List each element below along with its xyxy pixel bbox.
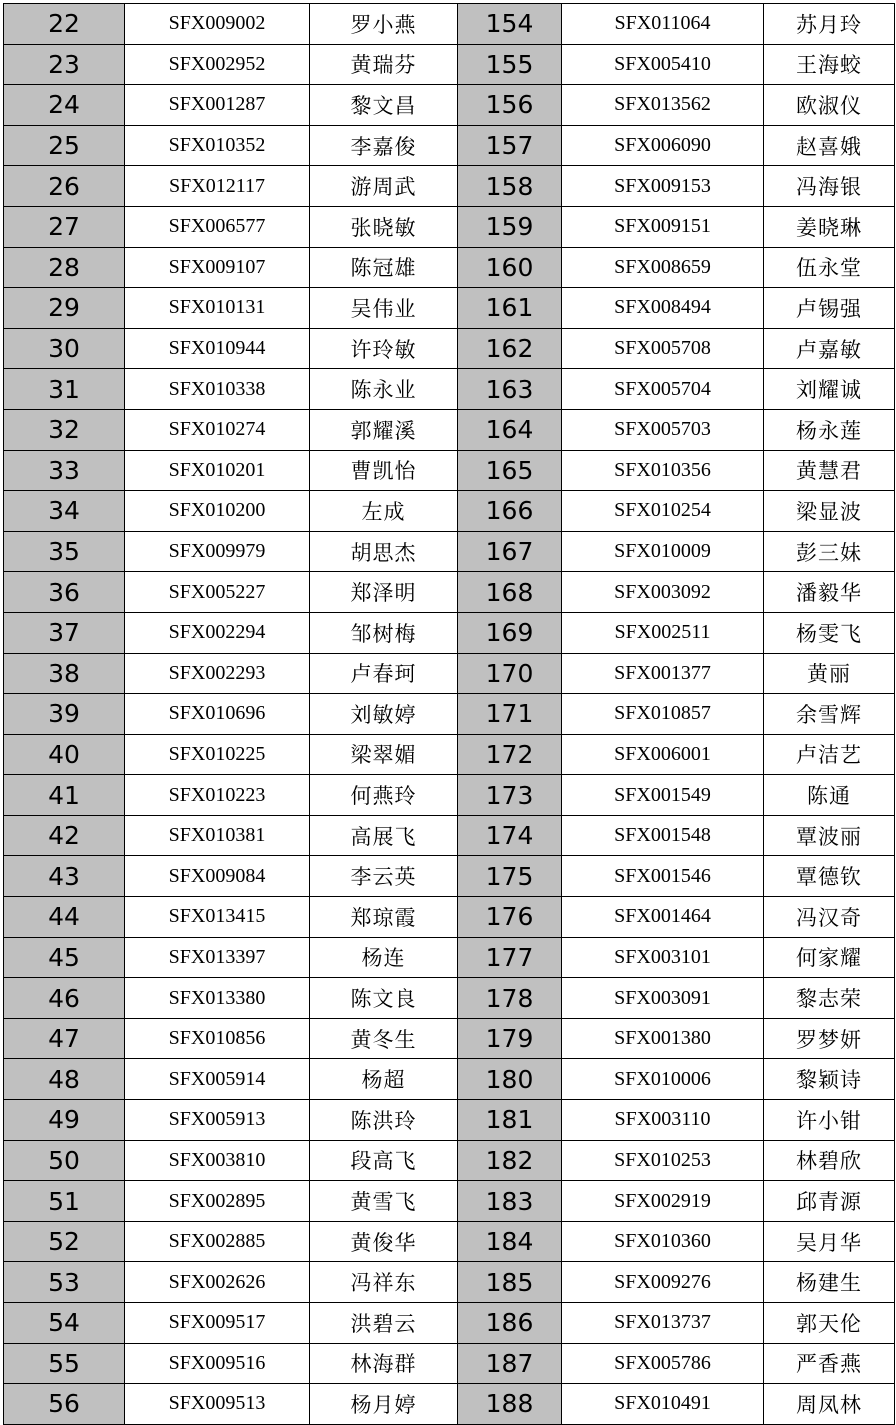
left-serial-number-cell: 45 bbox=[4, 937, 125, 978]
table-row bbox=[4, 206, 895, 247]
right-member-code-cell: SFX009153 bbox=[562, 166, 764, 207]
right-serial-number-cell: 185 bbox=[458, 1262, 562, 1303]
table-row bbox=[4, 85, 895, 126]
table-row bbox=[4, 775, 895, 816]
left-serial-number-cell: 29 bbox=[4, 288, 125, 329]
left-member-code-cell: SFX001287 bbox=[125, 85, 310, 126]
left-person-name-cell: 卢春珂 bbox=[310, 653, 458, 694]
right-member-code-cell: SFX008659 bbox=[562, 247, 764, 288]
table-row bbox=[4, 1221, 895, 1262]
table-row bbox=[4, 531, 895, 572]
left-person-name-cell: 郑泽明 bbox=[310, 572, 458, 613]
left-person-name-cell: 邹树梅 bbox=[310, 612, 458, 653]
left-member-code-cell: SFX002626 bbox=[125, 1262, 310, 1303]
left-person-name-cell: 黄雪飞 bbox=[310, 1181, 458, 1222]
left-serial-number-cell: 48 bbox=[4, 1059, 125, 1100]
table-row bbox=[4, 937, 895, 978]
right-member-code-cell: SFX010491 bbox=[562, 1384, 764, 1425]
right-member-code-cell: SFX001380 bbox=[562, 1018, 764, 1059]
right-serial-number-cell: 180 bbox=[458, 1059, 562, 1100]
left-serial-number-cell: 42 bbox=[4, 815, 125, 856]
table-row bbox=[4, 1140, 895, 1181]
right-person-name-cell: 周凤林 bbox=[764, 1384, 895, 1425]
left-serial-number-cell: 49 bbox=[4, 1100, 125, 1141]
left-member-code-cell: SFX010201 bbox=[125, 450, 310, 491]
left-member-code-cell: SFX009516 bbox=[125, 1343, 310, 1384]
left-person-name-cell: 吴伟业 bbox=[310, 288, 458, 329]
left-serial-number-cell: 27 bbox=[4, 206, 125, 247]
right-serial-number-cell: 160 bbox=[458, 247, 562, 288]
left-person-name-cell: 陈冠雄 bbox=[310, 247, 458, 288]
table-row bbox=[4, 1384, 895, 1425]
right-member-code-cell: SFX006090 bbox=[562, 125, 764, 166]
right-person-name-cell: 冯汉奇 bbox=[764, 897, 895, 938]
right-member-code-cell: SFX013737 bbox=[562, 1303, 764, 1344]
left-person-name-cell: 李云英 bbox=[310, 856, 458, 897]
right-person-name-cell: 严香燕 bbox=[764, 1343, 895, 1384]
left-serial-number-cell: 39 bbox=[4, 694, 125, 735]
right-person-name-cell: 潘毅华 bbox=[764, 572, 895, 613]
left-person-name-cell: 黄俊华 bbox=[310, 1221, 458, 1262]
table-row bbox=[4, 612, 895, 653]
right-member-code-cell: SFX005704 bbox=[562, 369, 764, 410]
left-serial-number-cell: 56 bbox=[4, 1384, 125, 1425]
right-person-name-cell: 姜晓琳 bbox=[764, 206, 895, 247]
left-member-code-cell: SFX003810 bbox=[125, 1140, 310, 1181]
left-person-name-cell: 曹凯怡 bbox=[310, 450, 458, 491]
right-serial-number-cell: 178 bbox=[458, 978, 562, 1019]
right-person-name-cell: 余雪辉 bbox=[764, 694, 895, 735]
left-person-name-cell: 林海群 bbox=[310, 1343, 458, 1384]
left-person-name-cell: 杨连 bbox=[310, 937, 458, 978]
right-serial-number-cell: 186 bbox=[458, 1303, 562, 1344]
left-member-code-cell: SFX010223 bbox=[125, 775, 310, 816]
right-serial-number-cell: 182 bbox=[458, 1140, 562, 1181]
right-member-code-cell: SFX005410 bbox=[562, 44, 764, 85]
right-member-code-cell: SFX010006 bbox=[562, 1059, 764, 1100]
left-member-code-cell: SFX002293 bbox=[125, 653, 310, 694]
left-serial-number-cell: 32 bbox=[4, 409, 125, 450]
right-person-name-cell: 黄慧君 bbox=[764, 450, 895, 491]
table-row bbox=[4, 734, 895, 775]
left-member-code-cell: SFX010944 bbox=[125, 328, 310, 369]
left-serial-number-cell: 26 bbox=[4, 166, 125, 207]
table-row bbox=[4, 1343, 895, 1384]
right-person-name-cell: 卢洁艺 bbox=[764, 734, 895, 775]
table-row bbox=[4, 897, 895, 938]
left-member-code-cell: SFX010352 bbox=[125, 125, 310, 166]
right-serial-number-cell: 159 bbox=[458, 206, 562, 247]
right-serial-number-cell: 171 bbox=[458, 694, 562, 735]
table-row bbox=[4, 328, 895, 369]
left-person-name-cell: 黎文昌 bbox=[310, 85, 458, 126]
left-person-name-cell: 何燕玲 bbox=[310, 775, 458, 816]
right-member-code-cell: SFX005703 bbox=[562, 409, 764, 450]
left-member-code-cell: SFX002885 bbox=[125, 1221, 310, 1262]
right-person-name-cell: 覃德钦 bbox=[764, 856, 895, 897]
right-serial-number-cell: 187 bbox=[458, 1343, 562, 1384]
left-serial-number-cell: 25 bbox=[4, 125, 125, 166]
right-serial-number-cell: 172 bbox=[458, 734, 562, 775]
left-person-name-cell: 刘敏婷 bbox=[310, 694, 458, 735]
right-member-code-cell: SFX006001 bbox=[562, 734, 764, 775]
right-member-code-cell: SFX003092 bbox=[562, 572, 764, 613]
right-person-name-cell: 陈通 bbox=[764, 775, 895, 816]
table-row bbox=[4, 1018, 895, 1059]
left-person-name-cell: 段高飞 bbox=[310, 1140, 458, 1181]
left-serial-number-cell: 54 bbox=[4, 1303, 125, 1344]
left-member-code-cell: SFX009002 bbox=[125, 4, 310, 45]
right-serial-number-cell: 175 bbox=[458, 856, 562, 897]
left-serial-number-cell: 41 bbox=[4, 775, 125, 816]
right-person-name-cell: 许小钳 bbox=[764, 1100, 895, 1141]
table-row bbox=[4, 572, 895, 613]
right-member-code-cell: SFX010254 bbox=[562, 491, 764, 532]
left-person-name-cell: 洪碧云 bbox=[310, 1303, 458, 1344]
left-person-name-cell: 梁翠媚 bbox=[310, 734, 458, 775]
right-person-name-cell: 何家耀 bbox=[764, 937, 895, 978]
right-person-name-cell: 彭三妹 bbox=[764, 531, 895, 572]
left-person-name-cell: 陈洪玲 bbox=[310, 1100, 458, 1141]
left-member-code-cell: SFX013380 bbox=[125, 978, 310, 1019]
right-person-name-cell: 苏月玲 bbox=[764, 4, 895, 45]
right-person-name-cell: 林碧欣 bbox=[764, 1140, 895, 1181]
right-serial-number-cell: 181 bbox=[458, 1100, 562, 1141]
table-row bbox=[4, 1100, 895, 1141]
right-serial-number-cell: 167 bbox=[458, 531, 562, 572]
right-person-name-cell: 罗梦妍 bbox=[764, 1018, 895, 1059]
left-serial-number-cell: 22 bbox=[4, 4, 125, 45]
right-serial-number-cell: 155 bbox=[458, 44, 562, 85]
left-member-code-cell: SFX002294 bbox=[125, 612, 310, 653]
right-member-code-cell: SFX010356 bbox=[562, 450, 764, 491]
table-row bbox=[4, 815, 895, 856]
right-person-name-cell: 伍永堂 bbox=[764, 247, 895, 288]
table-row bbox=[4, 369, 895, 410]
right-serial-number-cell: 157 bbox=[458, 125, 562, 166]
right-serial-number-cell: 165 bbox=[458, 450, 562, 491]
left-serial-number-cell: 43 bbox=[4, 856, 125, 897]
right-member-code-cell: SFX001549 bbox=[562, 775, 764, 816]
right-person-name-cell: 欧淑仪 bbox=[764, 85, 895, 126]
table-row bbox=[4, 4, 895, 45]
right-member-code-cell: SFX010253 bbox=[562, 1140, 764, 1181]
left-member-code-cell: SFX002952 bbox=[125, 44, 310, 85]
table-row bbox=[4, 247, 895, 288]
left-serial-number-cell: 47 bbox=[4, 1018, 125, 1059]
right-person-name-cell: 王海蛟 bbox=[764, 44, 895, 85]
right-serial-number-cell: 166 bbox=[458, 491, 562, 532]
left-person-name-cell: 黄冬生 bbox=[310, 1018, 458, 1059]
left-serial-number-cell: 31 bbox=[4, 369, 125, 410]
left-serial-number-cell: 55 bbox=[4, 1343, 125, 1384]
left-serial-number-cell: 38 bbox=[4, 653, 125, 694]
right-serial-number-cell: 161 bbox=[458, 288, 562, 329]
right-person-name-cell: 覃波丽 bbox=[764, 815, 895, 856]
right-member-code-cell: SFX002919 bbox=[562, 1181, 764, 1222]
left-person-name-cell: 杨超 bbox=[310, 1059, 458, 1100]
left-serial-number-cell: 23 bbox=[4, 44, 125, 85]
table-row bbox=[4, 450, 895, 491]
left-person-name-cell: 郭耀溪 bbox=[310, 409, 458, 450]
left-member-code-cell: SFX009107 bbox=[125, 247, 310, 288]
right-serial-number-cell: 158 bbox=[458, 166, 562, 207]
right-person-name-cell: 刘耀诚 bbox=[764, 369, 895, 410]
left-member-code-cell: SFX010131 bbox=[125, 288, 310, 329]
left-member-code-cell: SFX005914 bbox=[125, 1059, 310, 1100]
right-member-code-cell: SFX005708 bbox=[562, 328, 764, 369]
right-person-name-cell: 杨雯飞 bbox=[764, 612, 895, 653]
left-member-code-cell: SFX010274 bbox=[125, 409, 310, 450]
right-serial-number-cell: 163 bbox=[458, 369, 562, 410]
table-row bbox=[4, 166, 895, 207]
right-person-name-cell: 杨永莲 bbox=[764, 409, 895, 450]
left-member-code-cell: SFX010225 bbox=[125, 734, 310, 775]
left-member-code-cell: SFX009084 bbox=[125, 856, 310, 897]
left-person-name-cell: 陈文良 bbox=[310, 978, 458, 1019]
roster-table bbox=[3, 3, 895, 1425]
right-serial-number-cell: 156 bbox=[458, 85, 562, 126]
right-serial-number-cell: 164 bbox=[458, 409, 562, 450]
left-serial-number-cell: 50 bbox=[4, 1140, 125, 1181]
left-person-name-cell: 黄瑞芬 bbox=[310, 44, 458, 85]
left-member-code-cell: SFX009513 bbox=[125, 1384, 310, 1425]
right-member-code-cell: SFX010009 bbox=[562, 531, 764, 572]
right-person-name-cell: 邱青源 bbox=[764, 1181, 895, 1222]
left-serial-number-cell: 53 bbox=[4, 1262, 125, 1303]
right-serial-number-cell: 169 bbox=[458, 612, 562, 653]
left-person-name-cell: 杨月婷 bbox=[310, 1384, 458, 1425]
left-serial-number-cell: 33 bbox=[4, 450, 125, 491]
left-serial-number-cell: 30 bbox=[4, 328, 125, 369]
left-person-name-cell: 许玲敏 bbox=[310, 328, 458, 369]
right-member-code-cell: SFX003101 bbox=[562, 937, 764, 978]
table-row bbox=[4, 1303, 895, 1344]
right-member-code-cell: SFX010360 bbox=[562, 1221, 764, 1262]
left-person-name-cell: 陈永业 bbox=[310, 369, 458, 410]
right-person-name-cell: 冯海银 bbox=[764, 166, 895, 207]
table-row bbox=[4, 978, 895, 1019]
right-serial-number-cell: 183 bbox=[458, 1181, 562, 1222]
right-person-name-cell: 卢锡强 bbox=[764, 288, 895, 329]
right-serial-number-cell: 188 bbox=[458, 1384, 562, 1425]
right-member-code-cell: SFX003091 bbox=[562, 978, 764, 1019]
right-serial-number-cell: 177 bbox=[458, 937, 562, 978]
right-member-code-cell: SFX010857 bbox=[562, 694, 764, 735]
right-serial-number-cell: 162 bbox=[458, 328, 562, 369]
left-person-name-cell: 冯祥东 bbox=[310, 1262, 458, 1303]
right-member-code-cell: SFX001546 bbox=[562, 856, 764, 897]
left-person-name-cell: 胡思杰 bbox=[310, 531, 458, 572]
right-person-name-cell: 赵喜娥 bbox=[764, 125, 895, 166]
left-member-code-cell: SFX010856 bbox=[125, 1018, 310, 1059]
right-serial-number-cell: 184 bbox=[458, 1221, 562, 1262]
table-row bbox=[4, 694, 895, 735]
left-person-name-cell: 高展飞 bbox=[310, 815, 458, 856]
left-serial-number-cell: 37 bbox=[4, 612, 125, 653]
left-member-code-cell: SFX009979 bbox=[125, 531, 310, 572]
left-serial-number-cell: 46 bbox=[4, 978, 125, 1019]
left-member-code-cell: SFX006577 bbox=[125, 206, 310, 247]
left-serial-number-cell: 34 bbox=[4, 491, 125, 532]
right-member-code-cell: SFX008494 bbox=[562, 288, 764, 329]
left-person-name-cell: 罗小燕 bbox=[310, 4, 458, 45]
right-person-name-cell: 卢嘉敏 bbox=[764, 328, 895, 369]
table-row bbox=[4, 44, 895, 85]
left-person-name-cell: 左成 bbox=[310, 491, 458, 532]
right-person-name-cell: 杨建生 bbox=[764, 1262, 895, 1303]
right-member-code-cell: SFX001377 bbox=[562, 653, 764, 694]
left-serial-number-cell: 40 bbox=[4, 734, 125, 775]
left-person-name-cell: 游周武 bbox=[310, 166, 458, 207]
left-member-code-cell: SFX013397 bbox=[125, 937, 310, 978]
left-serial-number-cell: 44 bbox=[4, 897, 125, 938]
right-serial-number-cell: 168 bbox=[458, 572, 562, 613]
roster-table-body bbox=[4, 4, 895, 1425]
table-row bbox=[4, 1181, 895, 1222]
left-person-name-cell: 李嘉俊 bbox=[310, 125, 458, 166]
right-member-code-cell: SFX005786 bbox=[562, 1343, 764, 1384]
right-serial-number-cell: 174 bbox=[458, 815, 562, 856]
right-serial-number-cell: 170 bbox=[458, 653, 562, 694]
table-row bbox=[4, 409, 895, 450]
left-member-code-cell: SFX010696 bbox=[125, 694, 310, 735]
table-row bbox=[4, 491, 895, 532]
left-serial-number-cell: 36 bbox=[4, 572, 125, 613]
right-member-code-cell: SFX011064 bbox=[562, 4, 764, 45]
table-row bbox=[4, 1059, 895, 1100]
table-row bbox=[4, 653, 895, 694]
left-serial-number-cell: 28 bbox=[4, 247, 125, 288]
left-person-name-cell: 张晓敏 bbox=[310, 206, 458, 247]
table-row bbox=[4, 1262, 895, 1303]
right-member-code-cell: SFX003110 bbox=[562, 1100, 764, 1141]
right-serial-number-cell: 179 bbox=[458, 1018, 562, 1059]
left-serial-number-cell: 52 bbox=[4, 1221, 125, 1262]
right-member-code-cell: SFX013562 bbox=[562, 85, 764, 126]
left-member-code-cell: SFX013415 bbox=[125, 897, 310, 938]
table-row bbox=[4, 288, 895, 329]
right-member-code-cell: SFX001464 bbox=[562, 897, 764, 938]
left-person-name-cell: 郑琼霞 bbox=[310, 897, 458, 938]
right-serial-number-cell: 154 bbox=[458, 4, 562, 45]
right-person-name-cell: 黄丽 bbox=[764, 653, 895, 694]
right-serial-number-cell: 176 bbox=[458, 897, 562, 938]
left-member-code-cell: SFX005913 bbox=[125, 1100, 310, 1141]
right-person-name-cell: 黎志荣 bbox=[764, 978, 895, 1019]
right-member-code-cell: SFX009276 bbox=[562, 1262, 764, 1303]
left-serial-number-cell: 51 bbox=[4, 1181, 125, 1222]
right-person-name-cell: 郭天伦 bbox=[764, 1303, 895, 1344]
left-member-code-cell: SFX010381 bbox=[125, 815, 310, 856]
right-member-code-cell: SFX009151 bbox=[562, 206, 764, 247]
left-serial-number-cell: 35 bbox=[4, 531, 125, 572]
table-row bbox=[4, 856, 895, 897]
left-member-code-cell: SFX009517 bbox=[125, 1303, 310, 1344]
table-row bbox=[4, 125, 895, 166]
left-member-code-cell: SFX002895 bbox=[125, 1181, 310, 1222]
left-member-code-cell: SFX012117 bbox=[125, 166, 310, 207]
left-member-code-cell: SFX005227 bbox=[125, 572, 310, 613]
right-person-name-cell: 黎颖诗 bbox=[764, 1059, 895, 1100]
left-serial-number-cell: 24 bbox=[4, 85, 125, 126]
left-member-code-cell: SFX010200 bbox=[125, 491, 310, 532]
right-person-name-cell: 梁显波 bbox=[764, 491, 895, 532]
right-member-code-cell: SFX001548 bbox=[562, 815, 764, 856]
right-serial-number-cell: 173 bbox=[458, 775, 562, 816]
right-person-name-cell: 吴月华 bbox=[764, 1221, 895, 1262]
right-member-code-cell: SFX002511 bbox=[562, 612, 764, 653]
left-member-code-cell: SFX010338 bbox=[125, 369, 310, 410]
